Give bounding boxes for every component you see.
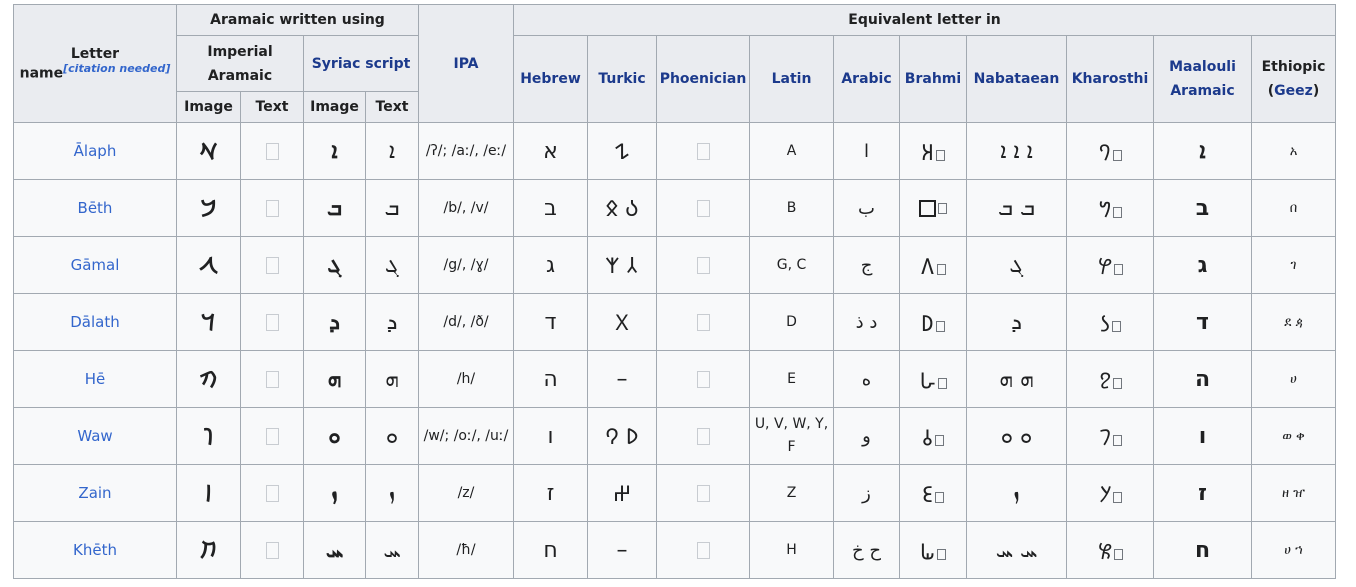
brahmi-letter: 𑀖 (900, 522, 967, 579)
imperial-image[interactable]: 𐡅 (177, 408, 241, 465)
missing-glyph-icon (1114, 549, 1123, 560)
nabataean-letter: ܙ (967, 465, 1067, 522)
letter-name[interactable]: Bēth (14, 180, 177, 237)
letter-name[interactable]: Ālaph (14, 123, 177, 180)
kharosthi-letter: 𐨱 (1067, 351, 1154, 408)
letter-name[interactable]: Khēth (14, 522, 177, 579)
letter-name-header: Letter name[citation needed] (14, 5, 177, 123)
missing-glyph-icon (937, 264, 946, 275)
missing-glyph-icon (266, 371, 279, 388)
imperial-image[interactable]: 𐡁 (177, 180, 241, 237)
turkic-letter: 𐰖 𐰘 (588, 408, 657, 465)
arabic-letter: ح خ (834, 522, 900, 579)
missing-glyph-icon (266, 485, 279, 502)
phoenician-letter (657, 408, 750, 465)
kharosthi-letter: 𐨬 (1067, 408, 1154, 465)
imperial-text-header: Text (241, 92, 304, 123)
missing-glyph-icon (935, 435, 944, 446)
nabataean-letter: ܕ (967, 294, 1067, 351)
missing-glyph-icon (1113, 492, 1122, 503)
ethiopic-letter: ሀ ኀ (1252, 522, 1336, 579)
syriac-image[interactable]: ܚ (304, 522, 366, 579)
brahmi-letter: 𑀯 (900, 408, 967, 465)
ipa-value: /w/; /oː/, /uː/ (419, 408, 514, 465)
ipa-value: /ʔ/; /aː/, /eː/ (419, 123, 514, 180)
maalouli-aramaic-header[interactable]: Maalouli Aramaic (1154, 36, 1252, 123)
syriac-text: ܒ (366, 180, 419, 237)
missing-glyph-icon (938, 203, 947, 214)
nabataean-header[interactable]: Nabataean (967, 36, 1067, 123)
imperial-text (241, 123, 304, 180)
arabic-letter: ج (834, 237, 900, 294)
ethiopic-letter: ሀ (1252, 351, 1336, 408)
maalouli-letter: ד (1154, 294, 1252, 351)
turkic-letter: – (588, 351, 657, 408)
missing-glyph-icon (1112, 321, 1121, 332)
brahmi-square-glyph (919, 200, 936, 217)
nabataean-letter: ܘ ܘ (967, 408, 1067, 465)
table-row (14, 465, 1336, 522)
ipa-value: /z/ (419, 465, 514, 522)
missing-glyph-icon (266, 200, 279, 217)
imperial-text (241, 180, 304, 237)
kharosthi-letter: 𐨡 (1067, 294, 1154, 351)
kharosthi-letter: 𐨀 (1067, 123, 1154, 180)
phoenician-letter (657, 465, 750, 522)
latin-letter: H (750, 522, 834, 579)
latin-letter: Z (750, 465, 834, 522)
kharosthi-letter: 𐨦 (1067, 180, 1154, 237)
arabic-letter: ه (834, 351, 900, 408)
missing-glyph-icon (266, 542, 279, 559)
imperial-text (241, 237, 304, 294)
kharosthi-letter: 𐨓 (1067, 522, 1154, 579)
latin-letter: U, V, W, Y, F (750, 408, 834, 465)
syriac-image[interactable]: ܒ (304, 180, 366, 237)
turkic-letter: 𐰁 (588, 123, 657, 180)
latin-header[interactable]: Latin (750, 36, 834, 123)
table-row (14, 522, 1336, 579)
ethiopic-letter: ዘ ዠ (1252, 465, 1336, 522)
arabic-header[interactable]: Arabic (834, 36, 900, 123)
brahmi-letter: 𑀚 (900, 465, 967, 522)
ethiopic-letter: ደ ዻ (1252, 294, 1336, 351)
brahmi-header[interactable]: Brahmi (900, 36, 967, 123)
maalouli-letter: ה (1154, 351, 1252, 408)
imperial-text (241, 522, 304, 579)
missing-glyph-icon (935, 492, 944, 503)
geez-link[interactable]: Geez (1274, 83, 1313, 99)
missing-glyph-icon (697, 257, 710, 274)
letter-name[interactable]: Zain (14, 465, 177, 522)
imperial-image[interactable]: 𐡄 (177, 351, 241, 408)
missing-glyph-icon (1113, 150, 1122, 161)
turkic-letter: 𐰉 𐰋 (588, 180, 657, 237)
hebrew-letter: ד (514, 294, 588, 351)
missing-glyph-icon (938, 378, 947, 389)
missing-glyph-icon (266, 314, 279, 331)
syriac-script-header[interactable]: Syriac script (304, 36, 419, 92)
maalouli-letter: ב (1154, 180, 1252, 237)
latin-letter: D (750, 294, 834, 351)
hebrew-letter: ו (514, 408, 588, 465)
syriac-text: ܚ (366, 522, 419, 579)
ipa-value: /h/ (419, 351, 514, 408)
hebrew-letter: ה (514, 351, 588, 408)
syriac-image[interactable]: ܘ (304, 408, 366, 465)
aramaic-written-using-header: Aramaic written using (177, 5, 419, 36)
missing-glyph-icon (697, 542, 710, 559)
missing-glyph-icon (1113, 435, 1122, 446)
ipa-value: /d/, /ð/ (419, 294, 514, 351)
ethiopic-header: Ethiopic (Geez) (1252, 36, 1336, 123)
phoenician-letter (657, 351, 750, 408)
nabataean-letter: ܚ ܚ (967, 522, 1067, 579)
syriac-text: ܓ (366, 237, 419, 294)
imperial-image[interactable]: 𐡂 (177, 237, 241, 294)
imperial-aramaic-header: Imperial Aramaic (177, 36, 304, 92)
equivalent-letter-header: Equivalent letter in (514, 5, 1336, 36)
turkic-letter: – (588, 522, 657, 579)
missing-glyph-icon (697, 428, 710, 445)
ipa-value: /b/, /v/ (419, 180, 514, 237)
missing-glyph-icon (266, 143, 279, 160)
missing-glyph-icon (266, 428, 279, 445)
missing-glyph-icon (1113, 378, 1122, 389)
turkic-header[interactable]: Turkic (588, 36, 657, 123)
letter-name[interactable]: Hē (14, 351, 177, 408)
arabic-letter: و (834, 408, 900, 465)
syriac-image[interactable]: ܙ (304, 465, 366, 522)
ethiopic-letter: አ (1252, 123, 1336, 180)
kharosthi-header[interactable]: Kharosthi (1067, 36, 1154, 123)
brahmi-letter: 𑀳 (900, 351, 967, 408)
latin-letter: B (750, 180, 834, 237)
syriac-text: ܗ (366, 351, 419, 408)
hebrew-header[interactable]: Hebrew (514, 36, 588, 123)
missing-glyph-icon (266, 257, 279, 274)
table-row (14, 123, 1336, 180)
imperial-text (241, 408, 304, 465)
hebrew-letter: ב (514, 180, 588, 237)
letter-name[interactable]: Waw (14, 408, 177, 465)
table-row (14, 294, 1336, 351)
missing-glyph-icon (697, 485, 710, 502)
arabic-letter: ا (834, 123, 900, 180)
letter-name[interactable]: Dālath (14, 294, 177, 351)
phoenician-letter (657, 237, 750, 294)
ethiopic-letter: በ (1252, 180, 1336, 237)
nabataean-letter: ܒ ܒ (967, 180, 1067, 237)
syriac-text: ܕ (366, 294, 419, 351)
phoenician-letter (657, 522, 750, 579)
turkic-letter: 𐰲 𐰱 (588, 237, 657, 294)
phoenician-header[interactable]: Phoenician (657, 36, 750, 123)
turkic-letter: 𐰓 (588, 294, 657, 351)
syriac-image[interactable]: ܕ (304, 294, 366, 351)
hebrew-letter: ח (514, 522, 588, 579)
missing-glyph-icon (697, 371, 710, 388)
table-row (14, 180, 1336, 237)
missing-glyph-icon (697, 314, 710, 331)
missing-glyph-icon (937, 549, 946, 560)
brahmi-letter: 𑀅 (900, 123, 967, 180)
hebrew-letter: ז (514, 465, 588, 522)
latin-letter: A (750, 123, 834, 180)
imperial-image[interactable]: 𐡆 (177, 465, 241, 522)
brahmi-letter (900, 180, 967, 237)
ethiopic-letter: ገ (1252, 237, 1336, 294)
imperial-image[interactable]: 𐡃 (177, 294, 241, 351)
ipa-value: /g/, /ɣ/ (419, 237, 514, 294)
nabataean-letter: ܐ ܐ ܐ (967, 123, 1067, 180)
imperial-text (241, 294, 304, 351)
phoenician-letter (657, 294, 750, 351)
nabataean-letter: ܓ (967, 237, 1067, 294)
brahmi-letter: 𑀕 (900, 237, 967, 294)
imperial-image-header: Image (177, 92, 241, 123)
latin-letter: G, C (750, 237, 834, 294)
syriac-image[interactable]: ܓ (304, 237, 366, 294)
arabic-letter: ز (834, 465, 900, 522)
imperial-text (241, 465, 304, 522)
syriac-text: ܘ (366, 408, 419, 465)
phoenician-letter (657, 123, 750, 180)
syriac-text-header: Text (366, 92, 419, 123)
ipa-value: /ħ/ (419, 522, 514, 579)
table-row (14, 351, 1336, 408)
maalouli-letter: ג (1154, 237, 1252, 294)
maalouli-letter: ז (1154, 465, 1252, 522)
imperial-image[interactable]: 𐡀 (177, 123, 241, 180)
missing-glyph-icon (1113, 207, 1122, 218)
letter-name[interactable]: Gāmal (14, 237, 177, 294)
maalouli-letter: ܐ (1154, 123, 1252, 180)
missing-glyph-icon (936, 150, 945, 161)
syriac-text: ܐ (366, 123, 419, 180)
table-row (14, 408, 1336, 465)
phoenician-letter (657, 180, 750, 237)
citation-needed-link[interactable]: [citation needed] (63, 61, 171, 75)
hebrew-letter: ג (514, 237, 588, 294)
maalouli-letter: ח (1154, 522, 1252, 579)
nabataean-letter: ܗ ܗ (967, 351, 1067, 408)
syriac-text: ܙ (366, 465, 419, 522)
imperial-image[interactable]: 𐡇 (177, 522, 241, 579)
syriac-image[interactable]: ܗ (304, 351, 366, 408)
hebrew-letter: א (514, 123, 588, 180)
kharosthi-letter: 𐨗 (1067, 465, 1154, 522)
imperial-text (241, 351, 304, 408)
arabic-letter: د ذ (834, 294, 900, 351)
missing-glyph-icon (697, 200, 710, 217)
syriac-image-header: Image (304, 92, 366, 123)
latin-letter: E (750, 351, 834, 408)
arabic-letter: ب (834, 180, 900, 237)
table-row (14, 237, 1336, 294)
kharosthi-letter: 𐨒 (1067, 237, 1154, 294)
missing-glyph-icon (697, 143, 710, 160)
ipa-header[interactable]: IPA (419, 5, 514, 123)
maalouli-letter: ו (1154, 408, 1252, 465)
alphabet-table (13, 4, 1336, 579)
turkic-letter: 𐰔 (588, 465, 657, 522)
brahmi-letter: 𑀥 (900, 294, 967, 351)
syriac-image[interactable]: ܐ (304, 123, 366, 180)
missing-glyph-icon (936, 321, 945, 332)
ethiopic-letter: ወ ቀ (1252, 408, 1336, 465)
missing-glyph-icon (1114, 264, 1123, 275)
